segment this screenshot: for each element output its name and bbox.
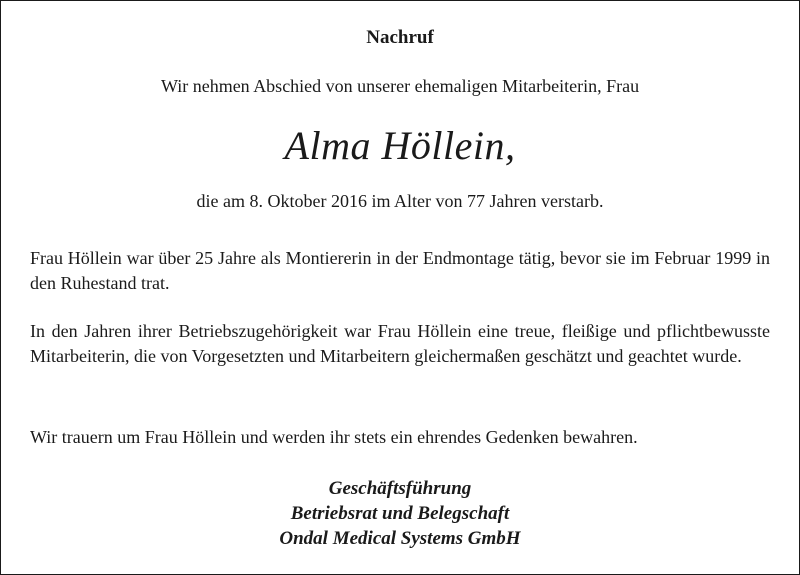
signature-works-council: Betriebsrat und Belegschaft bbox=[290, 503, 510, 524]
paragraph-character: In den Jahren ihrer Betriebszugehörigkeit war Frau Höllein eine treue, fleißige und pflichtbewusste Mitarbeiterin, die von Vorgesetzten und Mitarbeitern gleichermaßen geschätzt und geachtet wurde. bbox=[30, 321, 770, 366]
signature-management: Geschäftsführung bbox=[328, 478, 472, 499]
intro-line: Wir nehmen Abschied von unserer ehemaligen Mitarbeiterin, Frau bbox=[160, 76, 640, 96]
paragraph-career: Frau Höllein war über 25 Jahre als Montiererin in der Endmontage tätig, bevor sie im Februar 1999 in den Ruhestand trat. bbox=[30, 248, 770, 293]
notice-heading: Nachruf bbox=[366, 27, 434, 48]
signature-block bbox=[1, 476, 799, 551]
paragraph-mourning: Wir trauern um Frau Höllein und werden ihr stets ein ehrendes Gedenken bewahren. bbox=[30, 427, 638, 447]
deceased-name: Alma Höllein, bbox=[284, 123, 516, 168]
signature-company: Ondal Medical Systems GmbH bbox=[279, 528, 521, 549]
death-date-line: die am 8. Oktober 2016 im Alter von 77 Jahren verstarb. bbox=[196, 191, 604, 211]
